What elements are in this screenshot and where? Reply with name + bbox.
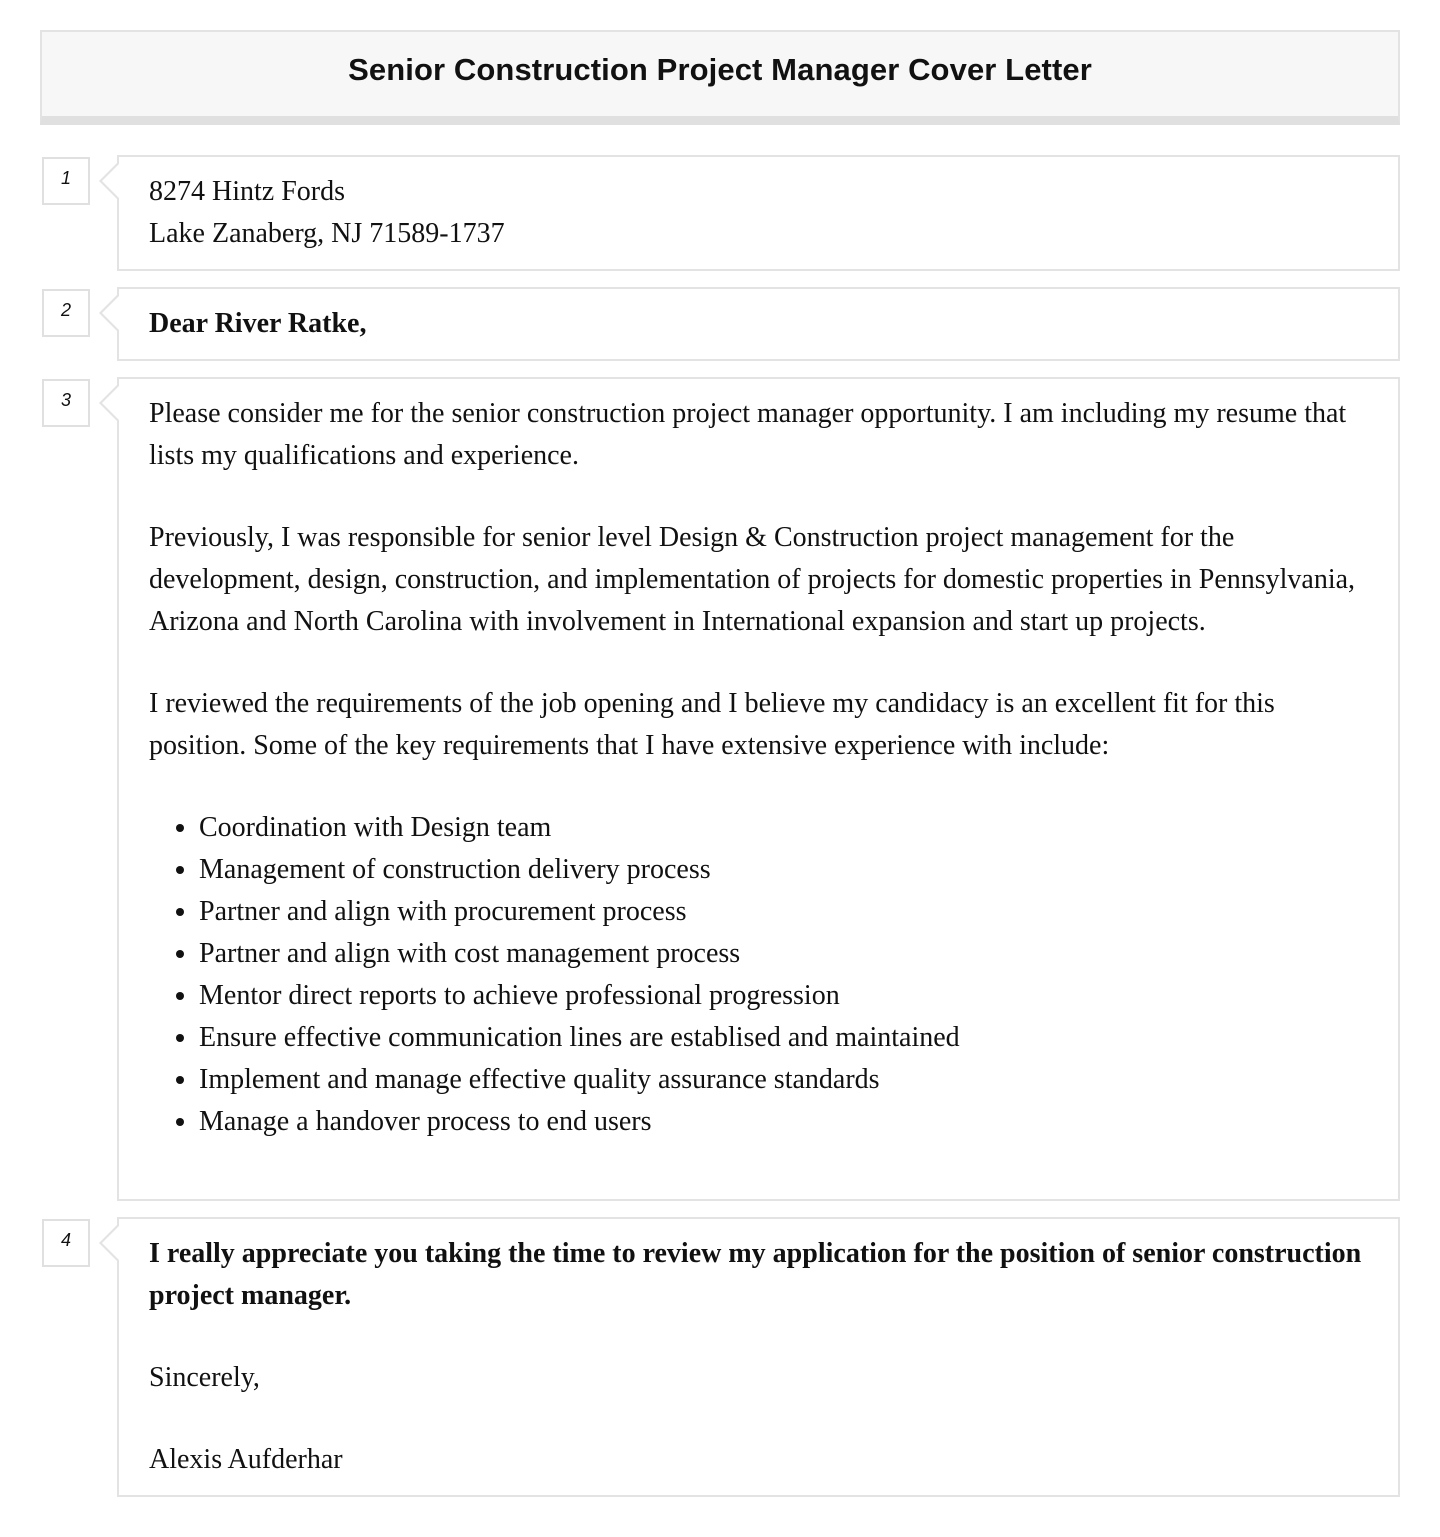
list-item: • Ensure effective communication lines are establised and maintained bbox=[199, 1017, 1368, 1059]
page-title: Senior Construction Project Manager Cover Letter bbox=[348, 52, 1092, 87]
closing-paragraph: I really appreciate you taking the time to review my application for the position of senior construction project manager. bbox=[149, 1238, 1362, 1311]
greeting: Dear River Ratke, bbox=[149, 308, 367, 339]
address-card bbox=[117, 155, 1400, 271]
title-bar bbox=[40, 30, 1400, 125]
list-item: • Manage a handover process to end users bbox=[199, 1101, 1368, 1143]
address-line-2: Lake Zanaberg, NJ 71589-1737 bbox=[149, 218, 505, 249]
body-paragraph-1: Please consider me for the senior construction project manager opportunity. I am including my resume that lists my qualifications and experience. bbox=[149, 398, 1347, 471]
list-item: • Mentor direct reports to achieve professional progression bbox=[199, 975, 1368, 1017]
signoff: Sincerely, bbox=[149, 1362, 260, 1393]
greeting-card bbox=[117, 287, 1400, 361]
section-number: 3 bbox=[42, 379, 90, 427]
requirements-list bbox=[149, 807, 1368, 1143]
list-item: • Implement and manage effective quality assurance standards bbox=[199, 1059, 1368, 1101]
body-card bbox=[117, 377, 1400, 1201]
section-number: 4 bbox=[42, 1219, 90, 1267]
closing-card bbox=[117, 1217, 1400, 1497]
body-paragraph-3: I reviewed the requirements of the job opening and I believe my candidacy is an excellent fit for this position. Some of the key requirements that I have extensive experience with include: bbox=[149, 688, 1275, 761]
list-item: • Partner and align with cost management process bbox=[199, 933, 1368, 975]
section-number: 2 bbox=[42, 289, 90, 337]
address-line-1: 8274 Hintz Fords bbox=[149, 176, 345, 207]
list-item: • Partner and align with procurement process bbox=[199, 891, 1368, 933]
list-item: • Management of construction delivery process bbox=[199, 849, 1368, 891]
body-paragraph-2: Previously, I was responsible for senior level Design & Construction project management for the development, design, construction, and implementation of projects for domestic properties in Pennsylvania, Arizona and North Carolina with involvement in International expansion and start up projects. bbox=[149, 522, 1356, 637]
section-number: 1 bbox=[42, 157, 90, 205]
list-item: • Coordination with Design team bbox=[199, 807, 1368, 849]
signature-name: Alexis Aufderhar bbox=[149, 1444, 343, 1475]
